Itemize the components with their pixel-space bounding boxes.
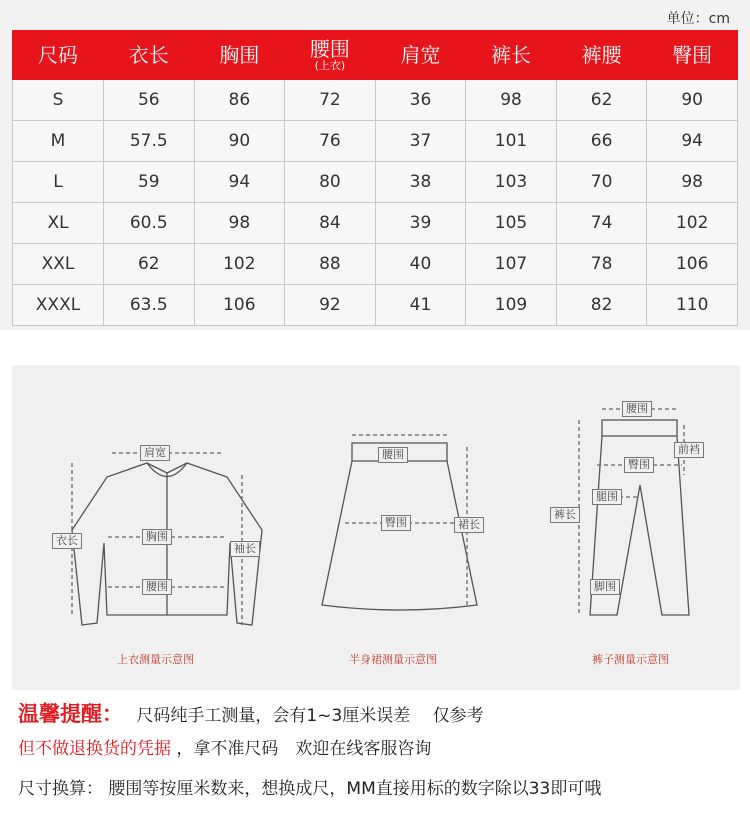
measurement-cell: 103 [466,162,557,203]
conversion-text: 腰围等按厘米数来，想换成尺，MM直接用标的数字除以33即可哦 [108,779,602,799]
table-row [13,121,738,162]
measurement-cell: 36 [375,80,466,121]
measurement-cell: 98 [647,162,738,203]
table-row [13,244,738,285]
measurement-cell: 72 [285,80,376,121]
column-header-label: 腰围 [309,36,350,61]
shirt-length-label: 衣长 [52,533,82,549]
measurement-cell: 60.5 [104,203,195,244]
column-header [13,31,104,80]
size-cell: XXXL [13,285,104,326]
measurement-cell: 109 [466,285,557,326]
reminder-text: 尺码纯手工测量，会有1~3厘米误差 仅参考 [136,706,484,726]
measurement-cell: 63.5 [104,285,195,326]
measurement-cell: 80 [285,162,376,203]
measurement-cell: 62 [556,80,647,121]
size-cell: M [13,121,104,162]
measurement-cell: 82 [556,285,647,326]
shirt-diagram-caption: 上衣测量示意图 [117,653,194,666]
column-header [104,31,195,80]
conversion-title: 尺寸换算： [18,779,103,799]
conversion-line [18,774,601,799]
unit-label: 单位：cm [666,11,730,27]
measurement-cell: 84 [285,203,376,244]
measurement-cell: 90 [194,121,285,162]
column-header [194,31,285,80]
column-header [466,31,557,80]
measurement-cell: 78 [556,244,647,285]
measurement-cell: 37 [375,121,466,162]
measurement-cell: 105 [466,203,557,244]
size-cell: XL [13,203,104,244]
measurement-cell: 59 [104,162,195,203]
skirt-waist-label: 腰围 [378,447,408,463]
pants-waist-label: 腰围 [622,401,652,417]
shirt-sleeve-label: 袖长 [230,541,260,557]
measurement-cell: 66 [556,121,647,162]
skirt-length-label: 裙长 [454,517,484,533]
pants-rise-label: 前裆 [674,442,704,458]
column-header-label: 衣长 [128,42,169,67]
shirt-waist-label: 腰围 [142,579,172,595]
size-cell: L [13,162,104,203]
skirt-hip-label: 臀围 [381,515,411,531]
measurement-cell: 98 [194,203,285,244]
measurement-cell: 107 [466,244,557,285]
reminder-title: 温馨提醒： [18,702,123,726]
column-header-label: 裤腰 [581,42,622,67]
size-cell: XXL [13,244,104,285]
measurement-diagrams [12,365,740,690]
measurement-cell: 62 [104,244,195,285]
measurement-cell: 76 [285,121,376,162]
pants-thigh-label: 腿围 [592,489,622,505]
measurement-cell: 56 [104,80,195,121]
column-header-label: 胸围 [219,42,260,67]
measurement-cell: 86 [194,80,285,121]
column-header [285,31,376,80]
measurement-cell: 88 [285,244,376,285]
table-header-row [13,31,738,80]
column-header [556,31,647,80]
measurement-cell: 40 [375,244,466,285]
measurement-cell: 110 [647,285,738,326]
column-header [375,31,466,80]
column-header [647,31,738,80]
measurement-cell: 102 [647,203,738,244]
pants-diagram-caption: 裤子测量示意图 [592,653,669,666]
pants-hem-label: 脚围 [590,579,620,595]
measurement-cell: 70 [556,162,647,203]
measurement-cell: 106 [194,285,285,326]
column-header-label: 尺码 [38,42,78,67]
table-row [13,203,738,244]
measurement-cell: 102 [194,244,285,285]
measurement-cell: 39 [375,203,466,244]
measurement-cell: 101 [466,121,557,162]
column-header-label: 肩宽 [400,42,441,67]
measurement-cell: 90 [647,80,738,121]
measurement-cell: 74 [556,203,647,244]
measurement-cell: 57.5 [104,121,195,162]
shirt-chest-label: 胸围 [142,529,172,545]
measurement-cell: 41 [375,285,466,326]
policy-line [18,734,431,759]
policy-text: 但不做退换货的凭据 [18,739,171,759]
size-chart-table [12,30,738,326]
pants-length-label: 裤长 [550,507,580,523]
measurement-cell: 94 [194,162,285,203]
column-header-sublabel: (上衣) [314,58,346,72]
pants-hip-label: 臀围 [624,457,654,473]
measurement-cell: 92 [285,285,376,326]
column-header-label: 臀围 [672,42,713,67]
column-header-label: 裤长 [491,42,532,67]
reminder-line [18,698,484,728]
measurement-cell: 38 [375,162,466,203]
shirt-shoulder-label: 肩宽 [140,445,170,461]
measurement-cell: 94 [647,121,738,162]
skirt-diagram-caption: 半身裙测量示意图 [349,653,437,666]
table-row [13,162,738,203]
table-row [13,285,738,326]
size-cell: S [13,80,104,121]
table-row [13,80,738,121]
measurement-cell: 98 [466,80,557,121]
measurement-cell: 106 [647,244,738,285]
policy-tail: ，拿不准尺码 欢迎在线客服咨询 [176,739,432,759]
